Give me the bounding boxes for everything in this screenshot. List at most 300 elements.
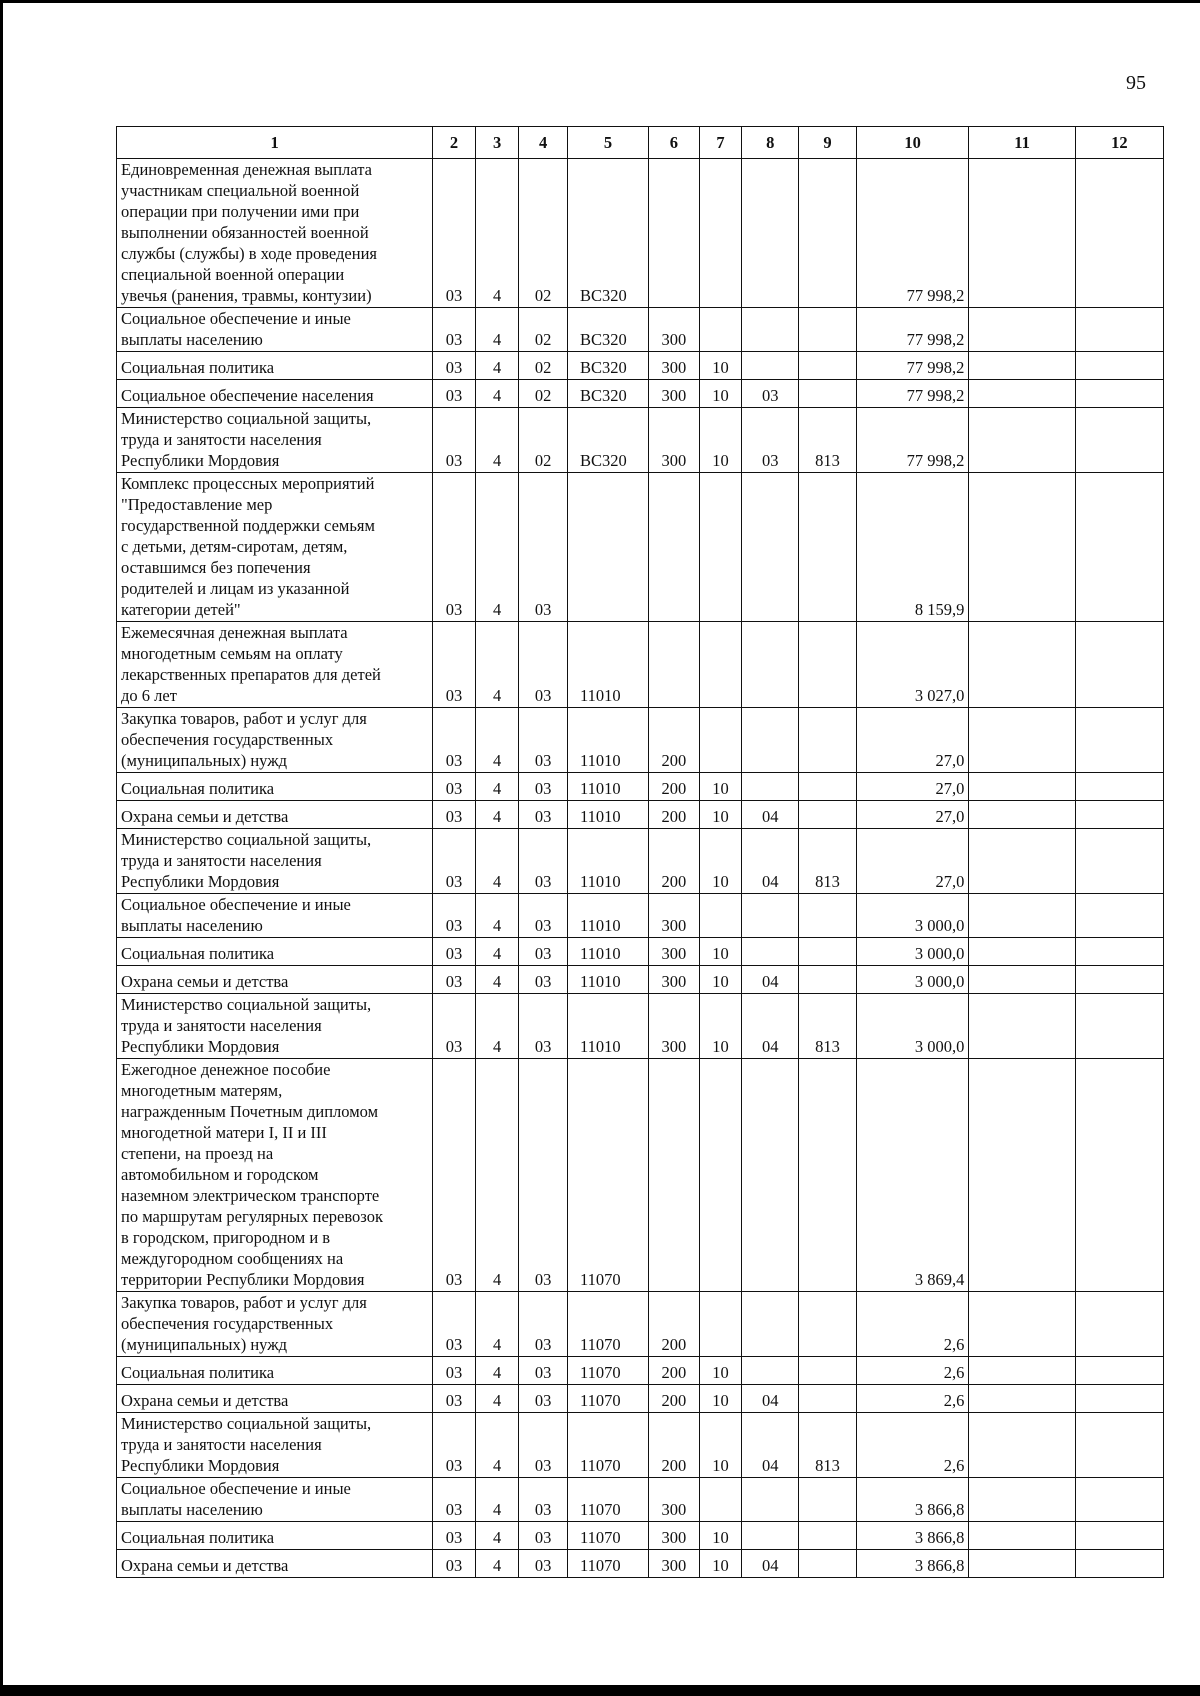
empty-cell	[1075, 380, 1163, 408]
code-cell: 03	[433, 1550, 476, 1578]
code-cell: 04	[742, 829, 799, 894]
empty-cell	[969, 1357, 1075, 1385]
code-cell: 300	[649, 380, 700, 408]
code-cell: 4	[475, 801, 519, 829]
code-cell: 11070	[568, 1385, 649, 1413]
empty-cell	[1075, 966, 1163, 994]
code-cell: 03	[433, 408, 476, 473]
empty-cell	[969, 1522, 1075, 1550]
code-cell: 11010	[568, 829, 649, 894]
row-name-cell: Единовременная денежная выплата участникам специальной военной операции при получении ими при выполнении обязанностей военной службы (службы) в ходе проведения специальной военной операции увечья (ранения, травмы, контузии)	[117, 159, 433, 308]
empty-cell	[1075, 1385, 1163, 1413]
code-cell: 300	[649, 1550, 700, 1578]
code-cell: 03	[433, 380, 476, 408]
table-row	[117, 773, 1164, 801]
code-cell: 300	[649, 938, 700, 966]
code-cell	[799, 894, 857, 938]
code-cell: 04	[742, 1385, 799, 1413]
code-cell: 02	[519, 352, 568, 380]
code-cell: 03	[519, 773, 568, 801]
code-cell: 03	[433, 308, 476, 352]
code-cell: 4	[475, 159, 519, 308]
empty-cell	[969, 159, 1075, 308]
code-cell: 02	[519, 159, 568, 308]
code-cell: 03	[519, 894, 568, 938]
row-name-cell: Министерство социальной защиты, труда и занятости населения Республики Мордовия	[117, 829, 433, 894]
code-cell: 200	[649, 829, 700, 894]
code-cell: 03	[433, 1292, 476, 1357]
empty-cell	[969, 380, 1075, 408]
empty-cell	[969, 308, 1075, 352]
amount-cell: 3 869,4	[856, 1059, 969, 1292]
code-cell: 11010	[568, 994, 649, 1059]
row-name-cell: Охрана семьи и детства	[117, 1385, 433, 1413]
code-cell	[742, 473, 799, 622]
code-cell: 03	[433, 473, 476, 622]
row-name-cell: Охрана семьи и детства	[117, 966, 433, 994]
row-name-cell: Социальная политика	[117, 1357, 433, 1385]
code-cell: 4	[475, 1292, 519, 1357]
header-row	[117, 127, 1164, 159]
code-cell	[742, 708, 799, 773]
empty-cell	[1075, 352, 1163, 380]
code-cell: 11010	[568, 801, 649, 829]
empty-cell	[1075, 408, 1163, 473]
table-row	[117, 1478, 1164, 1522]
code-cell	[799, 1550, 857, 1578]
table-row	[117, 1292, 1164, 1357]
table-row	[117, 408, 1164, 473]
code-cell	[799, 352, 857, 380]
code-cell	[699, 1059, 742, 1292]
amount-cell: 3 000,0	[856, 966, 969, 994]
code-cell	[742, 773, 799, 801]
code-cell: 03	[433, 1413, 476, 1478]
code-cell: 03	[433, 801, 476, 829]
empty-cell	[969, 1292, 1075, 1357]
table-row	[117, 1413, 1164, 1478]
page-number: 95	[1126, 72, 1146, 94]
row-name-cell: Министерство социальной защиты, труда и занятости населения Республики Мордовия	[117, 408, 433, 473]
table-row	[117, 708, 1164, 773]
column-header: 8	[742, 127, 799, 159]
empty-cell	[1075, 1478, 1163, 1522]
code-cell: 4	[475, 1550, 519, 1578]
code-cell: 10	[699, 1550, 742, 1578]
code-cell: 03	[519, 473, 568, 622]
code-cell	[699, 308, 742, 352]
row-name-cell: Охрана семьи и детства	[117, 801, 433, 829]
code-cell: 03	[433, 938, 476, 966]
empty-cell	[1075, 473, 1163, 622]
code-cell: 10	[699, 938, 742, 966]
code-cell	[742, 938, 799, 966]
code-cell	[799, 159, 857, 308]
code-cell: 03	[433, 966, 476, 994]
code-cell: 4	[475, 966, 519, 994]
code-cell: 04	[742, 1550, 799, 1578]
code-cell: 03	[433, 1357, 476, 1385]
code-cell	[742, 622, 799, 708]
column-header: 12	[1075, 127, 1163, 159]
code-cell: 4	[475, 829, 519, 894]
empty-cell	[1075, 801, 1163, 829]
code-cell: 03	[519, 1478, 568, 1522]
empty-cell	[969, 408, 1075, 473]
empty-cell	[1075, 1550, 1163, 1578]
amount-cell: 27,0	[856, 708, 969, 773]
code-cell	[699, 708, 742, 773]
code-cell: 04	[742, 994, 799, 1059]
code-cell	[649, 473, 700, 622]
code-cell: 300	[649, 966, 700, 994]
row-name-cell: Охрана семьи и детства	[117, 1550, 433, 1578]
row-name-cell: Социальная политика	[117, 773, 433, 801]
row-name-cell: Социальное обеспечение и иные выплаты населению	[117, 1478, 433, 1522]
amount-cell: 3 000,0	[856, 938, 969, 966]
code-cell: 11070	[568, 1059, 649, 1292]
code-cell: 4	[475, 1059, 519, 1292]
code-cell: 11070	[568, 1413, 649, 1478]
code-cell: 4	[475, 308, 519, 352]
code-cell: 813	[799, 994, 857, 1059]
code-cell: 4	[475, 708, 519, 773]
code-cell: ВС320	[568, 408, 649, 473]
code-cell	[699, 473, 742, 622]
amount-cell: 3 027,0	[856, 622, 969, 708]
code-cell	[742, 894, 799, 938]
code-cell: 11070	[568, 1522, 649, 1550]
code-cell: 11010	[568, 938, 649, 966]
code-cell	[799, 1385, 857, 1413]
table-row	[117, 938, 1164, 966]
table-row	[117, 473, 1164, 622]
code-cell: 03	[519, 708, 568, 773]
table-row	[117, 622, 1164, 708]
code-cell: 03	[519, 1550, 568, 1578]
empty-cell	[969, 773, 1075, 801]
code-cell: 03	[433, 352, 476, 380]
row-name-cell: Комплекс процессных мероприятий "Предоставление мер государственной поддержки семьям с детьми, детям-сиротам, детям, оставшимся без попечения родителей и лицам из указанной категории детей"	[117, 473, 433, 622]
code-cell: 300	[649, 352, 700, 380]
code-cell: 813	[799, 829, 857, 894]
code-cell: 11010	[568, 708, 649, 773]
code-cell	[799, 708, 857, 773]
amount-cell: 27,0	[856, 801, 969, 829]
empty-cell	[1075, 773, 1163, 801]
code-cell: 813	[799, 1413, 857, 1478]
scan-edge-top	[0, 0, 1200, 3]
code-cell: 11010	[568, 966, 649, 994]
code-cell	[742, 1059, 799, 1292]
empty-cell	[1075, 829, 1163, 894]
amount-cell: 2,6	[856, 1385, 969, 1413]
code-cell	[699, 622, 742, 708]
column-header: 1	[117, 127, 433, 159]
row-name-cell: Закупка товаров, работ и услуг для обеспечения государственных (муниципальных) нужд	[117, 708, 433, 773]
amount-cell: 3 866,8	[856, 1550, 969, 1578]
code-cell: 4	[475, 622, 519, 708]
table-row	[117, 1522, 1164, 1550]
amount-cell: 77 998,2	[856, 408, 969, 473]
code-cell: 10	[699, 801, 742, 829]
code-cell	[799, 473, 857, 622]
column-header: 9	[799, 127, 857, 159]
column-header: 6	[649, 127, 700, 159]
code-cell: 4	[475, 1385, 519, 1413]
code-cell: 03	[433, 1059, 476, 1292]
code-cell	[799, 308, 857, 352]
code-cell: 11070	[568, 1478, 649, 1522]
table-body	[117, 159, 1164, 1578]
column-header: 10	[856, 127, 969, 159]
code-cell: ВС320	[568, 352, 649, 380]
row-name-cell: Ежегодное денежное пособие многодетным матерям, награжденным Почетным дипломом многодетной матери I, II и III степени, на проезд на автомобильном и городском наземном электрическом транспорте по маршрутам регулярных перевозок в городском, пригородном и в междугородном сообщениях на территории Республики Мордовия	[117, 1059, 433, 1292]
code-cell: 03	[519, 801, 568, 829]
code-cell: 11070	[568, 1550, 649, 1578]
column-header: 4	[519, 127, 568, 159]
empty-cell	[1075, 159, 1163, 308]
code-cell: 03	[519, 829, 568, 894]
code-cell: 4	[475, 352, 519, 380]
empty-cell	[969, 352, 1075, 380]
table-row	[117, 159, 1164, 308]
code-cell: ВС320	[568, 159, 649, 308]
table-row	[117, 994, 1164, 1059]
empty-cell	[1075, 994, 1163, 1059]
table-row	[117, 352, 1164, 380]
column-header: 7	[699, 127, 742, 159]
table-row	[117, 894, 1164, 938]
column-header: 11	[969, 127, 1075, 159]
empty-cell	[1075, 938, 1163, 966]
code-cell: 03	[433, 708, 476, 773]
amount-cell: 77 998,2	[856, 352, 969, 380]
empty-cell	[1075, 1059, 1163, 1292]
code-cell: ВС320	[568, 308, 649, 352]
code-cell: 03	[433, 829, 476, 894]
table-row	[117, 801, 1164, 829]
empty-cell	[969, 829, 1075, 894]
empty-cell	[969, 801, 1075, 829]
amount-cell: 3 000,0	[856, 994, 969, 1059]
amount-cell: 3 866,8	[856, 1478, 969, 1522]
amount-cell: 3 866,8	[856, 1522, 969, 1550]
code-cell: 04	[742, 801, 799, 829]
code-cell: 300	[649, 894, 700, 938]
amount-cell: 77 998,2	[856, 380, 969, 408]
row-name-cell: Социальная политика	[117, 352, 433, 380]
code-cell	[699, 159, 742, 308]
code-cell	[742, 1357, 799, 1385]
code-cell	[649, 622, 700, 708]
empty-cell	[969, 1385, 1075, 1413]
code-cell: 4	[475, 994, 519, 1059]
code-cell	[799, 1059, 857, 1292]
code-cell: 03	[433, 894, 476, 938]
row-name-cell: Закупка товаров, работ и услуг для обеспечения государственных (муниципальных) нужд	[117, 1292, 433, 1357]
code-cell: 10	[699, 352, 742, 380]
table-row	[117, 966, 1164, 994]
code-cell: 4	[475, 1522, 519, 1550]
code-cell: 4	[475, 773, 519, 801]
code-cell	[568, 473, 649, 622]
empty-cell	[1075, 622, 1163, 708]
code-cell: 04	[742, 966, 799, 994]
code-cell: 11070	[568, 1357, 649, 1385]
amount-cell: 27,0	[856, 829, 969, 894]
code-cell: 03	[519, 1522, 568, 1550]
code-cell: 4	[475, 938, 519, 966]
amount-cell: 3 000,0	[856, 894, 969, 938]
code-cell: 11010	[568, 894, 649, 938]
code-cell: 03	[742, 408, 799, 473]
budget-table	[116, 126, 1164, 1578]
code-cell: 03	[433, 994, 476, 1059]
table-row	[117, 308, 1164, 352]
amount-cell: 2,6	[856, 1292, 969, 1357]
code-cell	[799, 380, 857, 408]
code-cell	[742, 1522, 799, 1550]
empty-cell	[969, 1478, 1075, 1522]
code-cell: 03	[519, 622, 568, 708]
column-header: 3	[475, 127, 519, 159]
row-name-cell: Социальное обеспечение населения	[117, 380, 433, 408]
code-cell: 10	[699, 829, 742, 894]
code-cell: 10	[699, 1385, 742, 1413]
code-cell	[799, 801, 857, 829]
row-name-cell: Социальное обеспечение и иные выплаты населению	[117, 894, 433, 938]
code-cell	[742, 308, 799, 352]
code-cell: ВС320	[568, 380, 649, 408]
code-cell: 10	[699, 1357, 742, 1385]
code-cell: 300	[649, 308, 700, 352]
code-cell: 03	[519, 1059, 568, 1292]
code-cell	[699, 894, 742, 938]
code-cell: 10	[699, 1522, 742, 1550]
code-cell: 11010	[568, 622, 649, 708]
row-name-cell: Социальная политика	[117, 938, 433, 966]
code-cell	[799, 1357, 857, 1385]
code-cell: 03	[519, 1413, 568, 1478]
code-cell: 200	[649, 1357, 700, 1385]
code-cell: 813	[799, 408, 857, 473]
code-cell: 03	[519, 1385, 568, 1413]
empty-cell	[1075, 708, 1163, 773]
code-cell: 10	[699, 773, 742, 801]
code-cell: 03	[433, 622, 476, 708]
code-cell: 300	[649, 1522, 700, 1550]
scan-edge-left	[0, 0, 3, 1696]
code-cell: 10	[699, 380, 742, 408]
column-header: 5	[568, 127, 649, 159]
code-cell	[799, 773, 857, 801]
row-name-cell: Социальное обеспечение и иные выплаты населению	[117, 308, 433, 352]
code-cell: 4	[475, 473, 519, 622]
code-cell: 200	[649, 708, 700, 773]
empty-cell	[969, 622, 1075, 708]
table-row	[117, 1357, 1164, 1385]
code-cell: 03	[519, 1292, 568, 1357]
empty-cell	[1075, 1357, 1163, 1385]
code-cell: 10	[699, 1413, 742, 1478]
empty-cell	[969, 1059, 1075, 1292]
row-name-cell: Министерство социальной защиты, труда и занятости населения Республики Мордовия	[117, 1413, 433, 1478]
code-cell	[649, 1059, 700, 1292]
table-row	[117, 829, 1164, 894]
amount-cell: 2,6	[856, 1413, 969, 1478]
table-row	[117, 1385, 1164, 1413]
code-cell	[799, 622, 857, 708]
amount-cell: 8 159,9	[856, 473, 969, 622]
amount-cell: 77 998,2	[856, 308, 969, 352]
table-row	[117, 380, 1164, 408]
empty-cell	[969, 894, 1075, 938]
code-cell: 03	[433, 1478, 476, 1522]
code-cell	[799, 1522, 857, 1550]
empty-cell	[969, 708, 1075, 773]
code-cell	[799, 966, 857, 994]
code-cell: 03	[433, 1522, 476, 1550]
code-cell: 4	[475, 408, 519, 473]
code-cell: 4	[475, 1357, 519, 1385]
row-name-cell: Ежемесячная денежная выплата многодетным семьям на оплату лекарственных препаратов для детей до 6 лет	[117, 622, 433, 708]
code-cell: 300	[649, 408, 700, 473]
empty-cell	[969, 1413, 1075, 1478]
code-cell	[699, 1478, 742, 1522]
code-cell	[799, 1292, 857, 1357]
code-cell: 04	[742, 1413, 799, 1478]
code-cell: 200	[649, 1385, 700, 1413]
code-cell: 03	[519, 938, 568, 966]
code-cell: 03	[519, 1357, 568, 1385]
empty-cell	[1075, 894, 1163, 938]
amount-cell: 77 998,2	[856, 159, 969, 308]
empty-cell	[969, 966, 1075, 994]
code-cell: 4	[475, 894, 519, 938]
table-row	[117, 1059, 1164, 1292]
code-cell: 11070	[568, 1292, 649, 1357]
code-cell: 03	[433, 1385, 476, 1413]
code-cell: 200	[649, 1413, 700, 1478]
code-cell: 02	[519, 408, 568, 473]
empty-cell	[1075, 308, 1163, 352]
empty-cell	[1075, 1522, 1163, 1550]
code-cell: 03	[519, 994, 568, 1059]
code-cell	[742, 352, 799, 380]
code-cell: 10	[699, 966, 742, 994]
code-cell: 200	[649, 1292, 700, 1357]
code-cell: 4	[475, 1413, 519, 1478]
empty-cell	[1075, 1413, 1163, 1478]
code-cell: 300	[649, 1478, 700, 1522]
scan-edge-bottom	[0, 1685, 1200, 1696]
code-cell	[742, 1478, 799, 1522]
code-cell	[649, 159, 700, 308]
empty-cell	[969, 994, 1075, 1059]
code-cell: 11010	[568, 773, 649, 801]
code-cell	[699, 1292, 742, 1357]
row-name-cell: Министерство социальной защиты, труда и занятости населения Республики Мордовия	[117, 994, 433, 1059]
empty-cell	[969, 473, 1075, 622]
code-cell: 03	[433, 773, 476, 801]
code-cell: 300	[649, 994, 700, 1059]
code-cell: 200	[649, 801, 700, 829]
code-cell	[799, 1478, 857, 1522]
code-cell	[799, 938, 857, 966]
empty-cell	[969, 938, 1075, 966]
empty-cell	[969, 1550, 1075, 1578]
